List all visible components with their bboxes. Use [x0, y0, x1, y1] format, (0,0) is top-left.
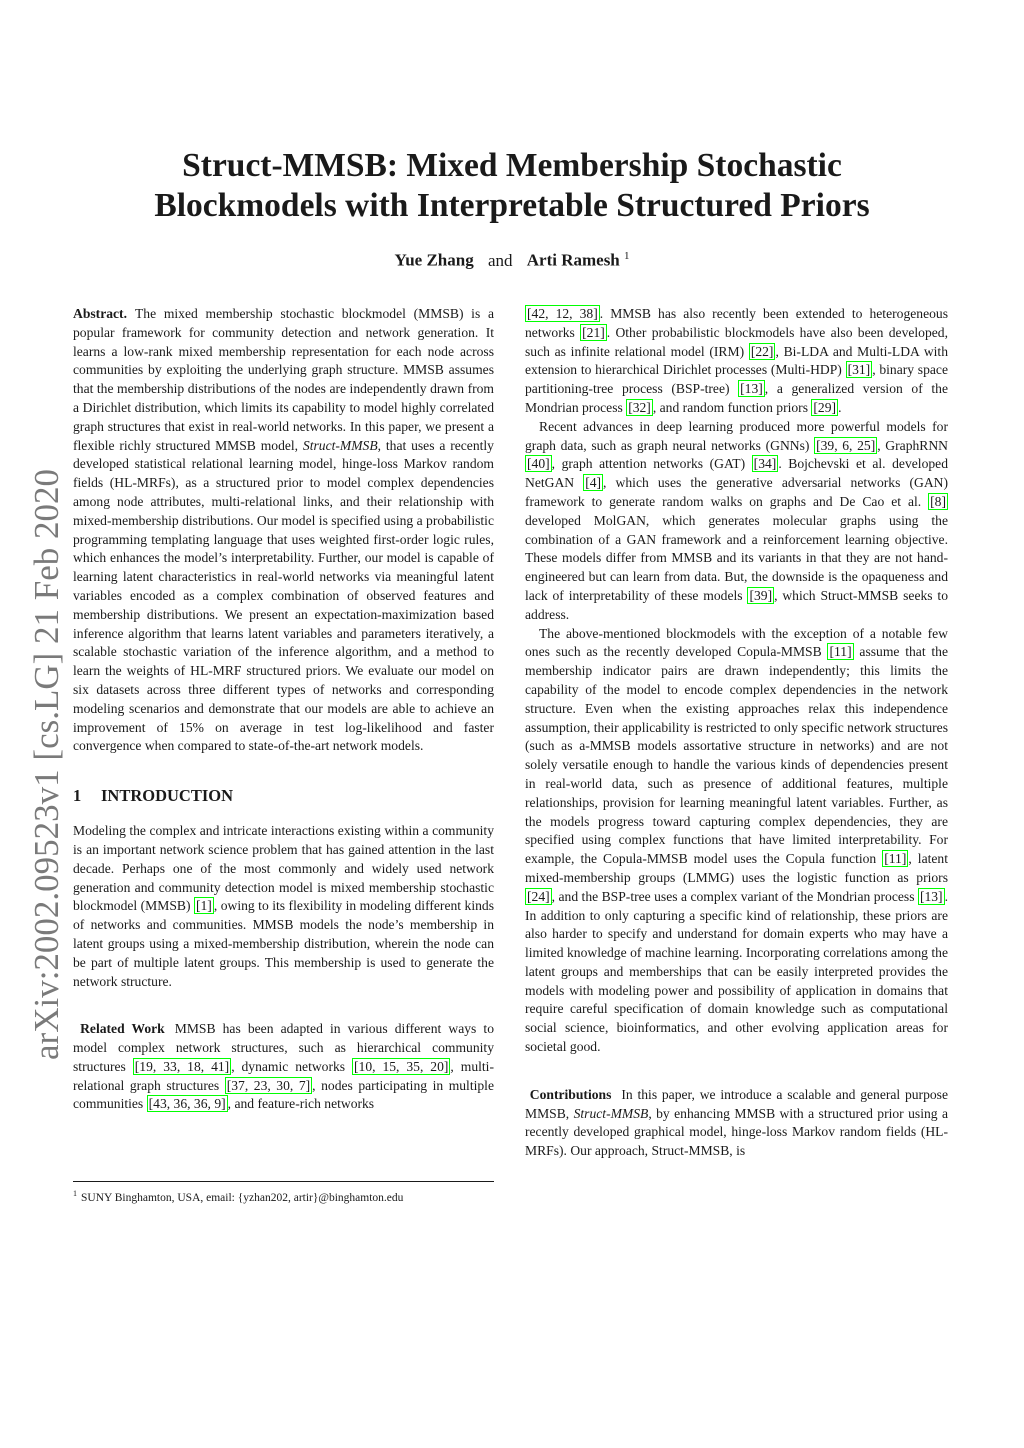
paper-title	[100, 146, 924, 226]
citation-link[interactable]: [31]	[847, 362, 871, 378]
section-title: INTRODUCTION	[101, 786, 234, 806]
contributions-paragraph	[525, 1086, 948, 1161]
citation-link[interactable]: [21]	[582, 324, 605, 340]
citation-link[interactable]: [40]	[527, 456, 550, 472]
paragraph	[525, 305, 948, 418]
paragraph-text: , dynamic networks	[231, 1058, 353, 1074]
footnote-mark: 1	[73, 1189, 77, 1198]
paragraph-text: , and random function priors	[652, 399, 812, 415]
paragraph-text: . MMSB has also recently been extended to heterogeneous networks	[525, 306, 948, 340]
paragraph-text: , latent mixed-membership groups (LMMG) uses the logistic function as priors	[525, 851, 948, 885]
footnote-text: SUNY Binghamton, USA, email: {yzhan202, artir}@binghamton.edu	[81, 1191, 404, 1204]
citation-link[interactable]: [43, 36, 36, 9]	[148, 1096, 226, 1112]
paragraph-text: assume that the membership indicator pairs are drawn independently; this limits the capability of the model to encode complex dependencies in the network structure. Even when the existing approaches relax this independence assumption, their applicability is restricted to only specific network structures (such as a-MMSB models assortative structure in networks) and are not solely versatile enough to handle the various kinds of dependencies present in real-world data, such as presence of additional features, multiple relationships, provision for learning meaningful latent variables. Further, as the models progress toward capturing complex dependencies, they are specified using complex functions that have limited interpretability. For example, the Copula-MMSB model uses the Copula function	[525, 644, 948, 867]
right-column	[525, 305, 948, 1161]
paragraph-text: MMSB has been adapted in various different ways to model complex network structures, such as hierarchical community structures	[73, 1021, 494, 1074]
paragraph-text: . In addition to only capturing a specific kind of relationship, these priors are also harder to specify and understand for domain experts who may have a limited knowledge of machine learning. Incorporating correlations among the latent groups and memberships that can be easily interpreted provides the models with modeling power and possibility of application in domains that require careful specification of domain knowledge such as computational social science, bioinformatics, and other evolving application areas for societal good.	[525, 888, 948, 1055]
spacer	[525, 1057, 948, 1086]
citation-link[interactable]: [8]	[930, 493, 946, 509]
paragraph-text: developed MolGAN, which generates molecular graphs using the combination of a GAN framework and a reinforcement learning objective. These models differ from MMSB and its variants in that they are not hand-engineered but can learn from data. But, the downside is the opaqueness and lack of interpretability of these models	[525, 512, 948, 603]
paragraph-text: , nodes participating in multiple communities	[73, 1077, 494, 1112]
paragraph-text: Modeling the complex and intricate interactions existing within a community is an important network science problem that has gained attention in the last decade. Perhaps one of the most commonly and widely used network generation and community detection model is mixed membership stochastic blockmodel (MMSB)	[73, 823, 494, 914]
arxiv-identifier-stamp: arXiv:2002.09523v1 [cs.LG] 21 Feb 2020	[27, 468, 66, 1060]
citation-link[interactable]: [19, 33, 18, 41]	[134, 1058, 230, 1074]
citation-link[interactable]: [1]	[195, 898, 212, 914]
paragraph-text: , which Struct-MMSB seeks to address.	[525, 587, 948, 622]
footnote	[73, 1181, 494, 1206]
citation-link[interactable]: [42, 12, 38]	[527, 306, 598, 321]
abstract-label: Abstract.	[73, 306, 127, 321]
paragraph-text: , GraphRNN	[877, 437, 948, 453]
abstract	[73, 305, 494, 756]
paragraph-text: , by enhancing MMSB with a structured prior using a recently developed graphical model, hinge-loss Markov random fields (HL-MRFs). Our approach, Struct-MMSB, is	[525, 1105, 948, 1159]
paragraph-text: , owing to its flexibility in modeling different kinds of networks and communities. MMSB models the node’s membership in latent groups using a mixed-membership distribution, wherein the node can be part of multiple latent groups. This membership is used to generate the network structure.	[73, 898, 494, 989]
citation-link[interactable]: [22]	[750, 343, 774, 359]
citation-link[interactable]: [32]	[628, 399, 651, 415]
citation-link[interactable]: [13]	[740, 381, 763, 397]
paragraph-text: , binary space partitioning-tree process (BSP-tree)	[525, 362, 948, 397]
paragraph-text: , and feature-rich networks	[227, 1096, 375, 1112]
citation-link[interactable]: [13]	[919, 888, 943, 904]
run-in-heading: Related Work	[80, 1021, 165, 1037]
model-name: Struct-MMSB	[573, 1105, 649, 1121]
author-list	[100, 244, 924, 273]
author-name: Arti Ramesh	[526, 250, 620, 270]
section-number: 1	[73, 786, 82, 806]
citation-link[interactable]: [39, 6, 25]	[816, 437, 876, 453]
paragraph-text: , Bi-LDA and Multi-LDA with extension to hierarchical Dirichlet processes (Multi-HDP)	[525, 343, 948, 378]
citation-link[interactable]: [29]	[813, 399, 837, 415]
paragraph-text: , and the BSP-tree uses a complex variant of the Mondrian process	[551, 888, 918, 904]
abstract-text: , that uses a recently developed statistical relational learning model, hinge-loss Markov random fields (HL-MRFs), as a structured prior to model complex dependencies among node attributes, multi-relational links, and their relationship with mixed-membership distributions. Our model is specified using a probabilistic programming templating language that uses weighted first-order logic rules, which enhances the model’s interpretability. Further, our model is capable of learning latent characteristics in real-world networks via meaningful latent variables encoded as a complex combination of observed features and membership distributions. We present an expectation-maximization based inference algorithm that learns latent variables and parameters iteratively, a scalable stochastic variation of the inference algorithm, and a method to learn the weights of HL-MRF structured priors. We evaluate our model on six datasets across three different types of networks and corresponding modeling scenarios and demonstrate that our models are able to achieve an improvement of 15% on average in test log-likelihood and faster convergence when compared to state-of-the-art network models.	[73, 437, 494, 754]
model-name: Struct-MMSB	[302, 437, 378, 453]
paragraph-text: In this paper, we introduce a scalable and general purpose MMSB,	[525, 1086, 948, 1121]
citation-link[interactable]: [11]	[884, 851, 907, 867]
run-in-heading: Contributions	[529, 1086, 612, 1102]
paragraph-text: , multi-relational graph structures	[73, 1058, 494, 1093]
paragraph-text: , a generalized version of the Mondrian process	[525, 381, 948, 415]
related-work-paragraph	[73, 1020, 494, 1114]
paragraph-text: The above-mentioned blockmodels with the exception of a notable few ones such as the recently developed Copula-MMSB	[525, 625, 948, 660]
citation-link[interactable]: [34]	[753, 456, 777, 472]
paragraph	[73, 822, 494, 991]
citation-link[interactable]: [24]	[527, 888, 550, 904]
paragraph-text: Recent advances in deep learning produced more powerful models for graph data, such as graph neural networks (GNNs)	[525, 418, 948, 453]
paragraph-text: . Other probabilistic blockmodels have also been developed, such as infinite relational model (IRM)	[525, 324, 949, 359]
paragraph-text: . Bojchevski et al. developed NetGAN	[525, 456, 948, 491]
citation-link[interactable]: [37, 23, 30, 7]	[226, 1077, 311, 1093]
citation-link[interactable]: [4]	[585, 475, 602, 491]
citation-link[interactable]: [10, 15, 35, 20]	[354, 1058, 449, 1074]
paragraph-text: , graph attention networks (GAT)	[551, 456, 752, 472]
paragraph	[525, 418, 948, 625]
author-name: Yue Zhang	[394, 250, 474, 270]
spacer	[73, 991, 494, 1020]
citation-link[interactable]: [11]	[829, 644, 852, 660]
section-heading	[73, 785, 494, 807]
title-line-2: Blockmodels with Interpretable Structured Priors	[154, 187, 870, 224]
paragraph-text: .	[838, 399, 842, 415]
left-column	[73, 305, 494, 1114]
title-line-1: Struct-MMSB: Mixed Membership Stochastic	[182, 147, 842, 184]
author-separator: and	[487, 250, 513, 270]
author-footnote-mark: 1	[624, 250, 630, 262]
paragraph	[525, 625, 948, 1057]
paragraph-text: , which uses the generative adversarial networks (GAN) framework to generate random walks on graphs and De Cao et al.	[525, 475, 948, 509]
citation-link[interactable]: [39]	[749, 587, 773, 603]
abstract-text: The mixed membership stochastic blockmodel (MMSB) is a popular framework for community detection and network generation. It learns a low-rank mixed membership representation for each node across communities by exploiting the underlying graph structure. MMSB assumes that the membership distributions of the nodes are independently drawn from a Dirichlet distribution, which limits its capability to model highly correlated graph structures that exist in real-world networks. In this paper, we present a flexible richly structured MMSB model,	[73, 306, 494, 453]
